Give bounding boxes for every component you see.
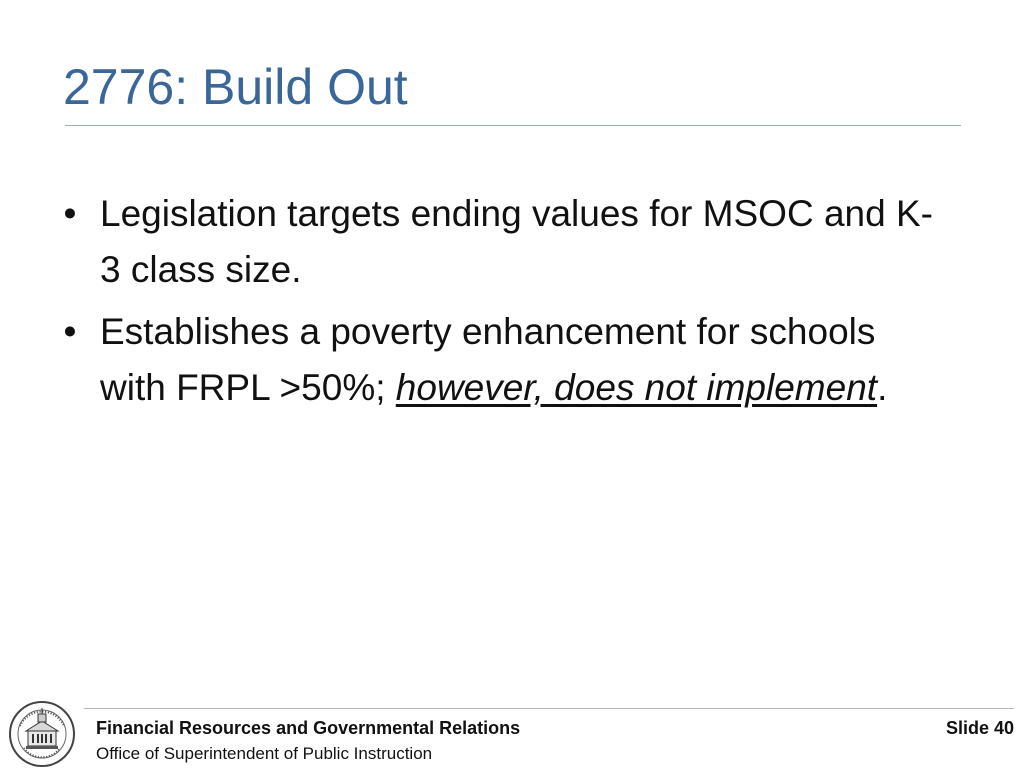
footer-divider [84,708,1014,709]
bullet-trailing-text: . [877,367,888,408]
title-divider [65,125,961,126]
bullet-text: Establishes a poverty enhancement for schools with FRPL >50%; [100,311,876,408]
bullet-item [58,186,938,298]
footer-department: Financial Resources and Governmental Relations [96,718,521,738]
slide-number: Slide 40 [945,718,1014,738]
bullet-list [58,186,938,422]
bullet-item [58,304,938,416]
footer-office: Office of Superintendent of Public Instruction [96,744,433,763]
state-seal-logo [8,700,76,768]
bullet-text: Legislation targets ending values for MSOC and K-3 class size. [100,193,933,290]
bullet-marker-icon: • [63,193,77,234]
slide-title: 2776: Build Out [63,59,408,115]
bullet-emphasis-text: however, does not implement [395,367,878,408]
bullet-marker-icon: • [63,311,77,352]
